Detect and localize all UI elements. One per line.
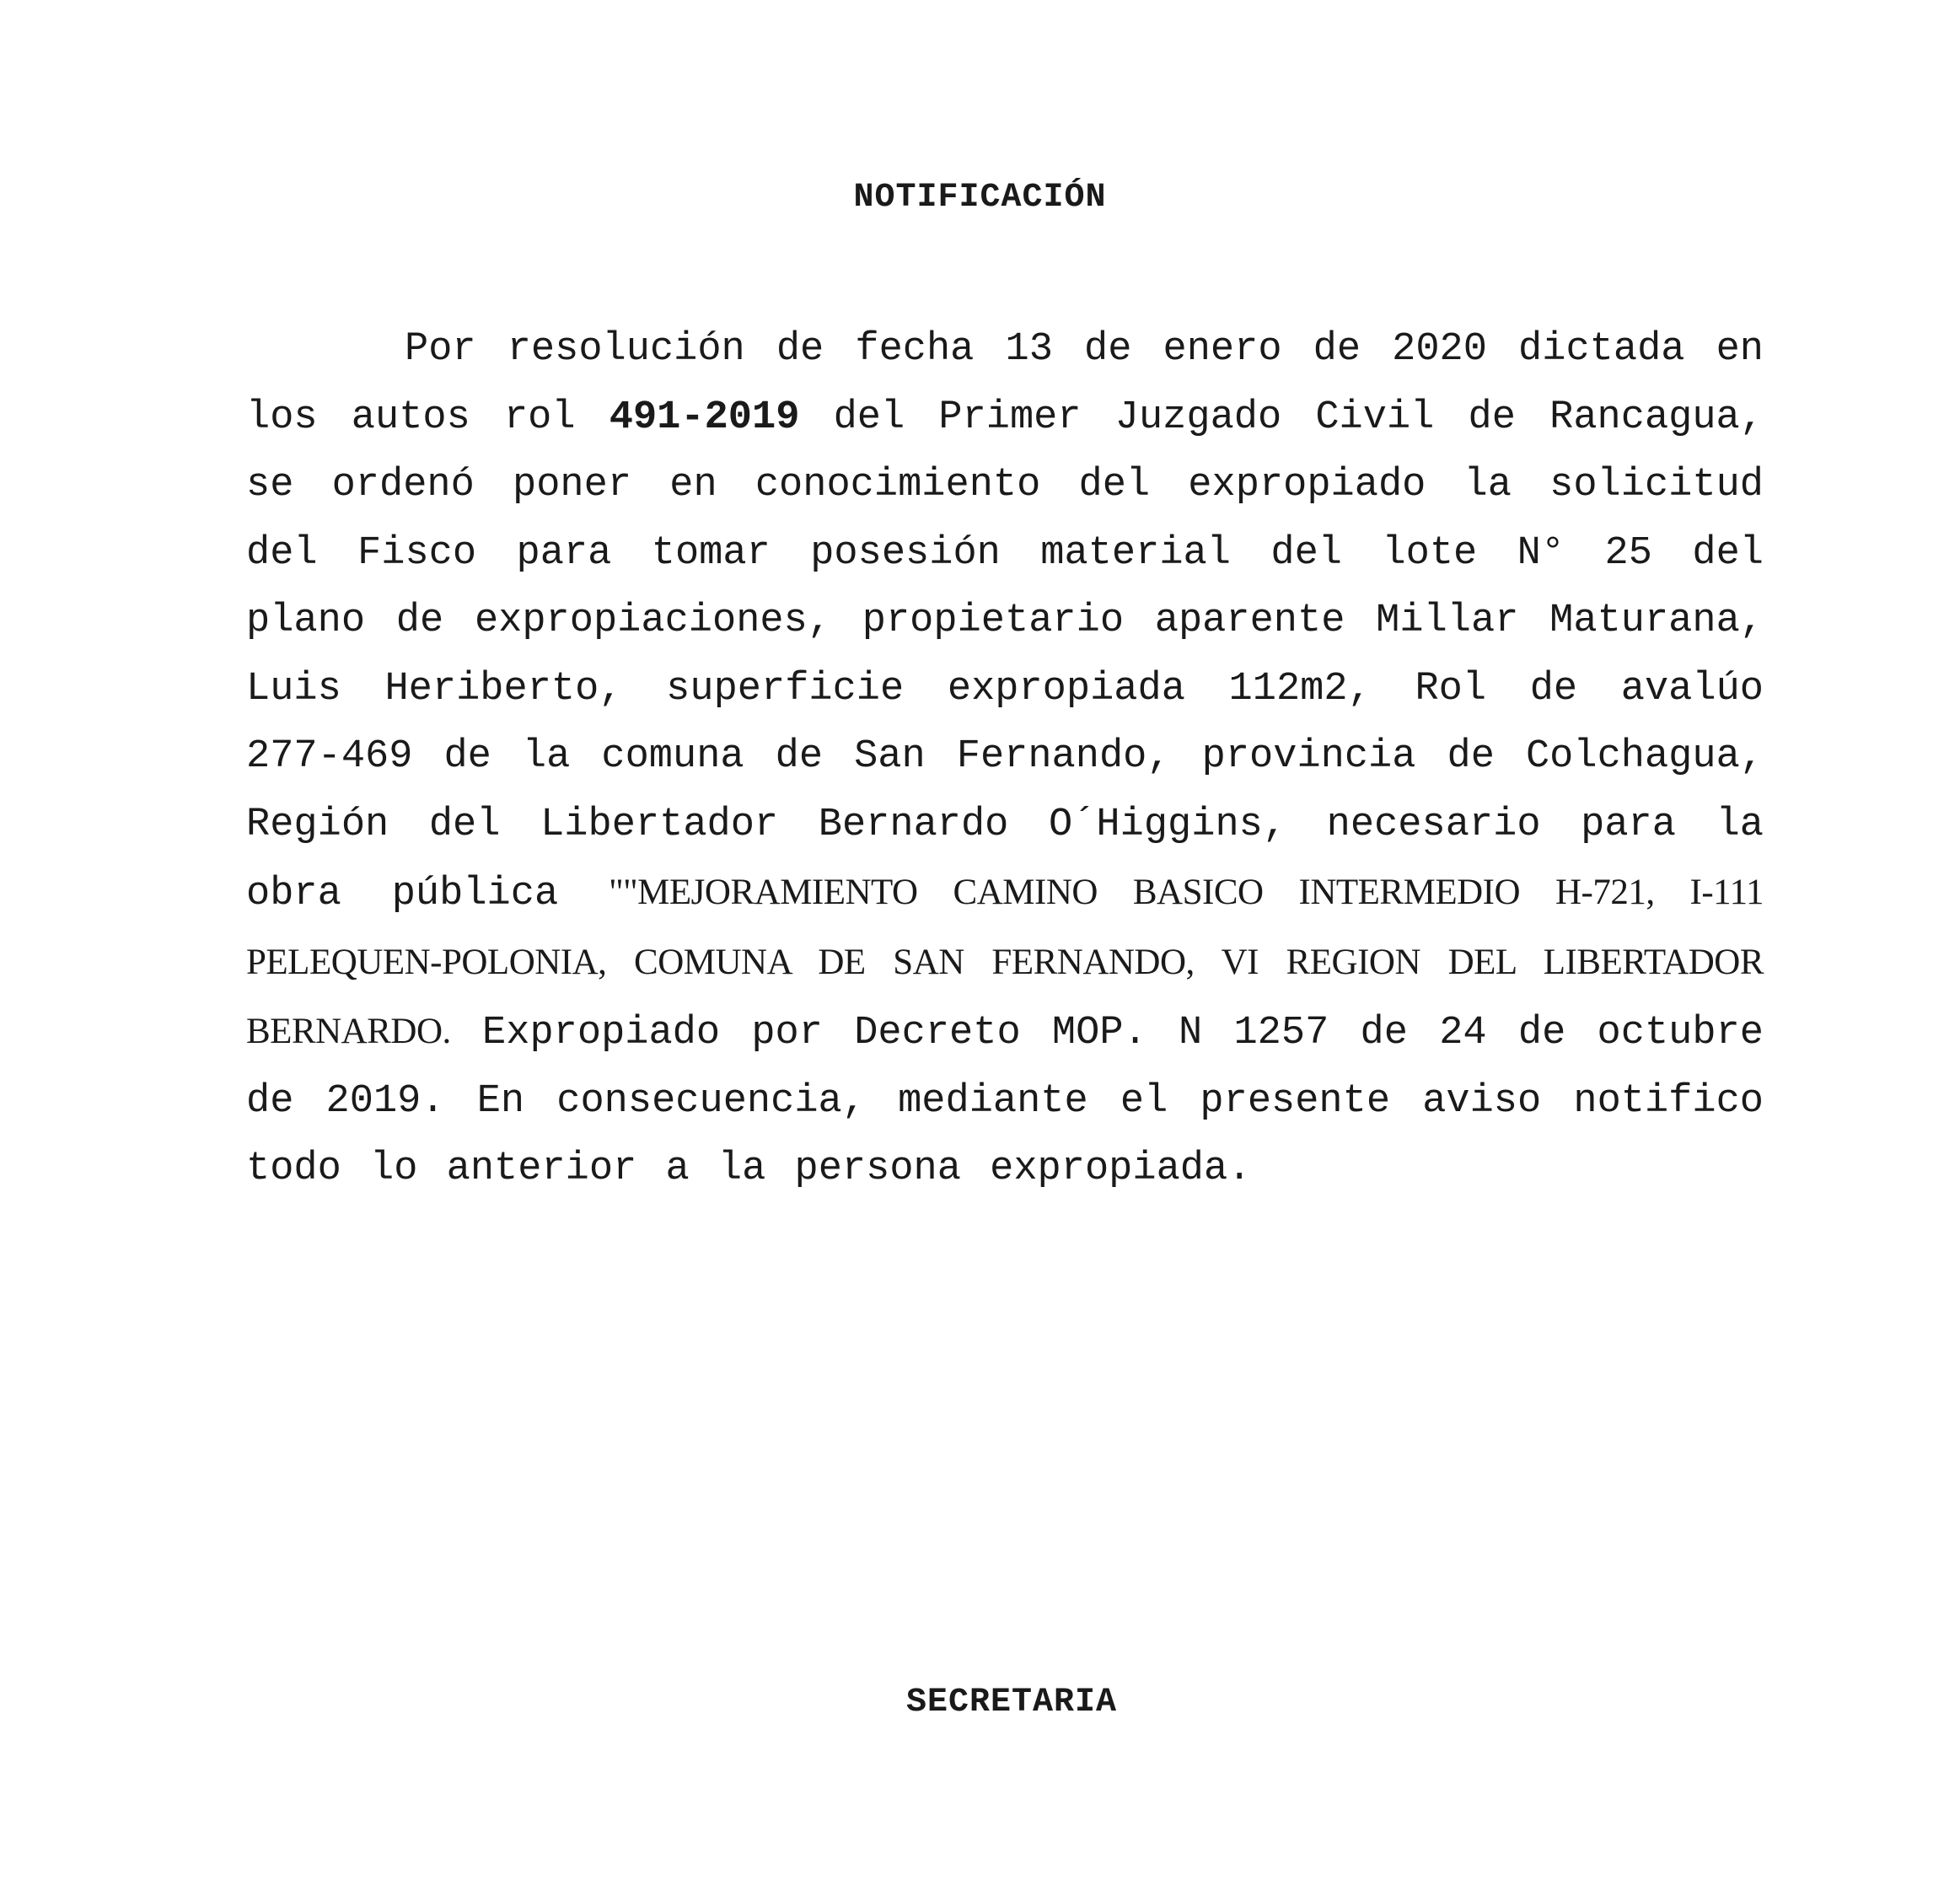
case-number: 491-2019 [609,395,800,440]
notification-body [246,316,1764,1204]
signature-title: SECRETARIA [905,1684,1118,1721]
document-title: NOTIFICACIÓN [853,179,1107,217]
project-name: ""MEJORAMIENTO CAMINO BASICO INTERMEDIO H-721, I-111 PELEQUEN-POLONIA, COMUNA DE SAN FERNANDO, VI REGION DEL LIBERTADOR BERNARDO. [246,873,1764,1051]
body-text-part3: Expropiado por Decreto MOP. N 1257 de 24 de octubre de 2019. En consecuencia, mediante el presente aviso notifico todo lo anterior a la persona expropiada. [246,1011,1764,1191]
body-text-part2: del Primer Juzgado Civil de Rancagua, se ordenó poner en conocimiento del expropiado la solicitud del Fisco para tomar posesión material del lote N° 25 del plano de expropiaciones, propietario aparente Millar Maturana, Luis Heriberto, superficie expropiada 112m2, Rol de avalúo 277-469 de la comuna de San Fernando, provincia de Colchagua, Región del Libertador Bernardo O´Higgins, necesario para la obra pública [246,395,1764,916]
body-text-part1: Por resolución de fecha 13 de enero de 2020 dictada en los autos rol [246,327,1764,440]
